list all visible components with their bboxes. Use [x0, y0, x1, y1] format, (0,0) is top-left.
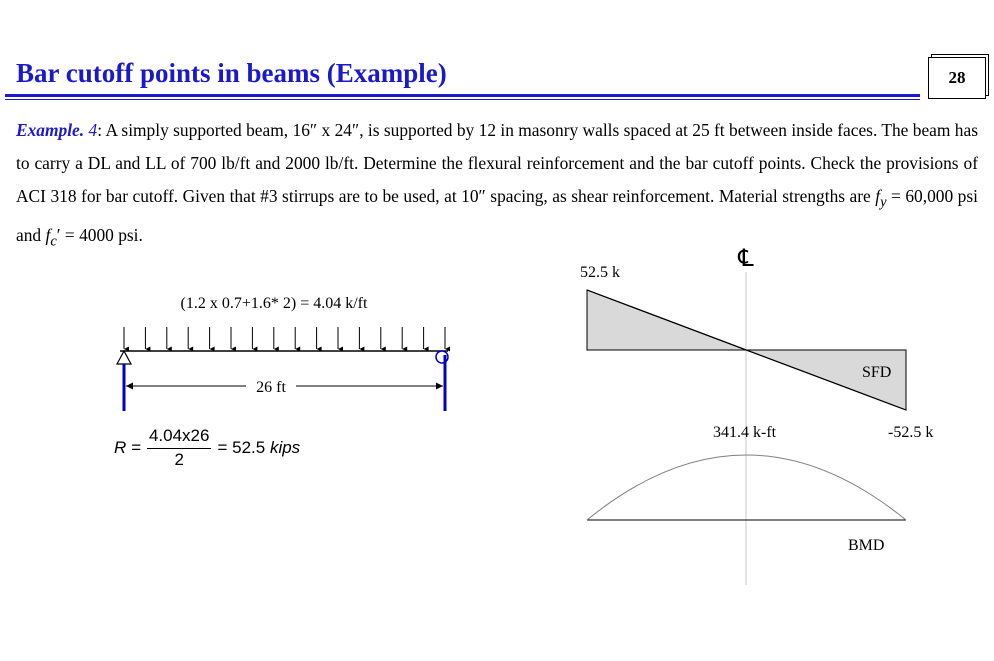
reaction-value: 52.5 — [232, 438, 266, 457]
reaction-equals: = — [217, 438, 228, 457]
problem-text: A simply supported beam, 16″ x 24″, is supported by 12 in masonry walls spaced at 25 ft between inside faces. The beam has to carry a DL and LL of 700 lb/ft and 2000 lb/ft. Determine the flexural reinforcement and the bar cutoff points. Check the provisions of ACI 318 for bar cutoff. Given that #3 stirrups are to be used, at 10″ spacing, as shear reinforcement. Material strengths are — [16, 120, 978, 206]
load-label: (1.2 x 0.7+1.6* 2) = 4.04 k/ft — [180, 295, 368, 312]
sfd-min-label: -52.5 k — [888, 424, 934, 441]
sfd-max-label: 52.5 k — [580, 264, 620, 281]
fy-symbol: f — [875, 186, 881, 206]
pin-support-icon — [117, 351, 131, 364]
fc-symbol: f — [45, 225, 51, 246]
fc-value: = 4000 psi. — [60, 225, 143, 246]
page-number: 28 — [928, 57, 986, 99]
distributed-load-arrows — [124, 327, 445, 349]
centerline-symbol: ℄ — [738, 246, 754, 272]
example-colon: : — [97, 120, 103, 140]
reaction-unit: kips — [269, 438, 301, 457]
slide-title: Bar cutoff points in beams (Example) — [16, 58, 447, 88]
span-label: 26 ft — [256, 379, 286, 396]
reaction-fraction — [147, 426, 212, 470]
example-label: Example. — [16, 120, 85, 140]
example-number: 4 — [88, 120, 98, 140]
sfd-label: SFD — [862, 364, 892, 381]
reaction-denominator: 2 — [174, 450, 184, 469]
fc-prime: ′ — [56, 225, 61, 246]
reaction-numerator: 4.04x26 — [147, 426, 212, 449]
reaction-formula — [114, 426, 300, 470]
fy-subscript: y — [880, 194, 887, 211]
fc-subscript: c — [50, 233, 57, 250]
bmd-max-label: 341.4 k-ft — [713, 424, 777, 441]
reaction-lhs: R = — [114, 438, 141, 457]
bmd-label: BMD — [848, 537, 885, 554]
fy-value: = 60,000 psi and — [16, 186, 978, 246]
